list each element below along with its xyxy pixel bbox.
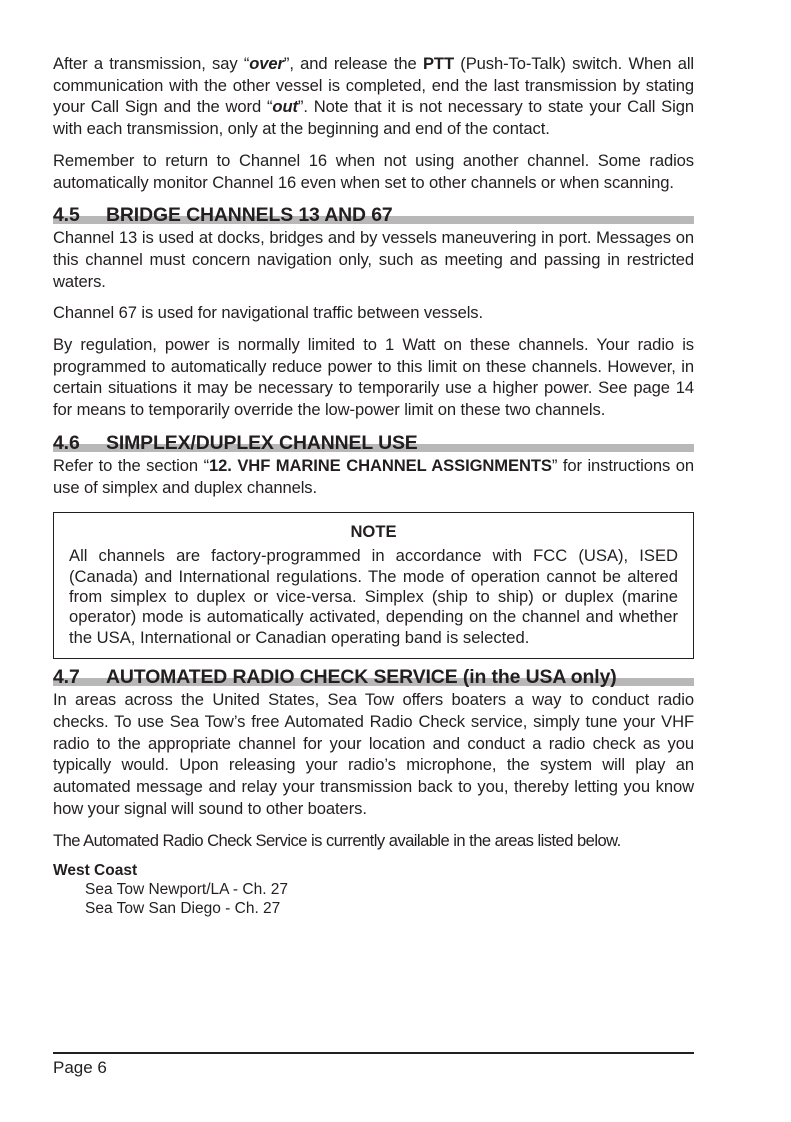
section-number: 4.7 xyxy=(53,666,80,689)
section-4-5-paragraph-2: Channel 67 is used for navigational traffic between vessels. xyxy=(53,303,483,323)
location-list xyxy=(53,880,694,918)
keyword-out: out xyxy=(272,97,298,117)
page-content xyxy=(53,53,694,918)
section-reference: 12. VHF MARINE CHANNEL ASSIGNMENTS xyxy=(209,455,552,475)
section-4-5-paragraph-1: Channel 13 is used at docks, bridges and by vessels maneuvering in port. Messages on this channel must concern navigation only, such as meeting and passing in restricted waters. xyxy=(53,228,694,291)
note-box xyxy=(53,512,694,659)
note-text: All channels are factory-programmed in accordance with FCC (USA), ISED (Canada) and International regulations. The mode of operation cannot be altered from simplex to duplex or vice-versa. Simplex (ship to ship) or duplex (marine operator) mode is automatically activated, depending on the channel and whether the USA, International or Canadian operating band is selected. xyxy=(69,546,678,647)
section-number: 4.5 xyxy=(53,204,80,227)
section-heading-4-7 xyxy=(53,665,694,689)
keyword-over: over xyxy=(249,54,284,73)
section-title: SIMPLEX/DUPLEX CHANNEL USE xyxy=(106,431,418,454)
region-heading: West Coast xyxy=(53,862,138,880)
page-number: Page 6 xyxy=(53,1058,107,1077)
section-number: 4.6 xyxy=(53,431,80,454)
intro-paragraph-1: After a transmission, say “over”, and release the PTT (Push-To-Talk) switch. When all communication with the other vessel is completed, end the last transmission by stating your Call Sign and the word “out”. Note that it is not necessary to state your Call Sign with each transmission, only at the beginning and end of the contact. xyxy=(53,54,694,139)
note-title: NOTE xyxy=(350,522,397,542)
footer-rule xyxy=(53,1052,694,1054)
section-title: AUTOMATED RADIO CHECK SERVICE (in the USA only) xyxy=(106,666,617,689)
section-4-7-paragraph-1: In areas across the United States, Sea Tow offers boaters a way to conduct radio checks. To use Sea Tow’s free Automated Radio Check service, simply tune your VHF radio to the appropriate channel for your location and conduct a radio check as you typically would. Upon releasing your radio’s microphone, the system will play an automated message and relay your transmission back to you, thereby letting you know how your signal will sound to other boaters. xyxy=(53,690,694,818)
section-4-6-paragraph-1: Refer to the section “12. VHF MARINE CHANNEL ASSIGNMENTS” for instructions on use of simplex and duplex channels. xyxy=(53,455,694,497)
section-4-7-paragraph-2: The Automated Radio Check Service is currently available in the areas listed below. xyxy=(53,830,621,850)
intro-paragraph-2: Remember to return to Channel 16 when not using another channel. Some radios automatically monitor Channel 16 even when set to other channels or when scanning. xyxy=(53,150,694,192)
section-heading-4-6 xyxy=(53,431,694,455)
section-heading-4-5 xyxy=(53,203,694,227)
list-item: Sea Tow San Diego - Ch. 27 xyxy=(85,900,281,918)
list-item: Sea Tow Newport/LA - Ch. 27 xyxy=(85,881,289,899)
section-title: BRIDGE CHANNELS 13 AND 67 xyxy=(106,204,393,227)
section-4-5-paragraph-3: By regulation, power is normally limited to 1 Watt on these channels. Your radio is programmed to automatically reduce power to this limit on these channels. However, in certain situations it may be necessary to temporarily use a higher power. See page 14 for means to temporarily override the low-power limit on these two channels. xyxy=(53,335,694,420)
keyword-ptt: PTT xyxy=(422,54,454,73)
